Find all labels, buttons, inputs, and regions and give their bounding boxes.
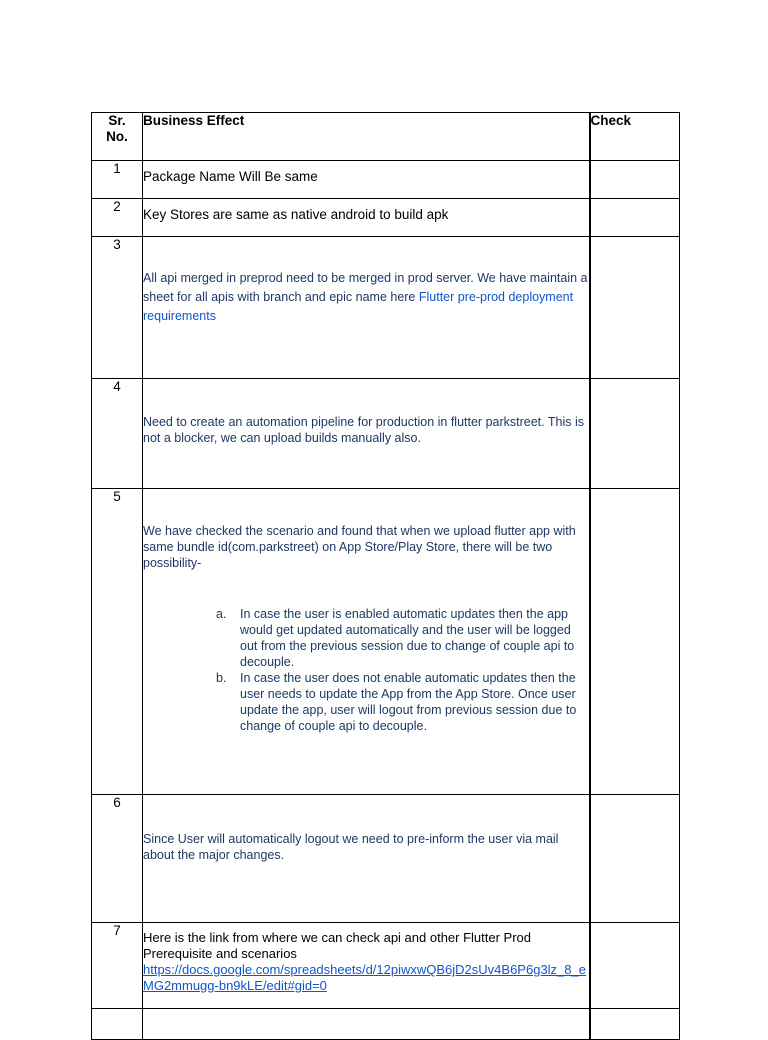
check-cell[interactable] bbox=[590, 923, 680, 1009]
table-row bbox=[92, 379, 680, 489]
header-sr-line2: No. bbox=[106, 129, 128, 144]
row-number bbox=[92, 1009, 143, 1040]
business-effect-table bbox=[91, 112, 680, 1040]
table-row bbox=[92, 489, 680, 795]
list-item-text: In case the user is enabled automatic updates then the app would get updated automatically and the user will be logged out from the previous session due to change of couple api to decouple. bbox=[240, 607, 575, 669]
spreadsheet-link[interactable]: https://docs.google.com/spreadsheets/d/12piwxwQB6jD2sUv4B6P6g3lz_8_eMG2mmugg-bn9kLE/edit#gid=0 bbox=[143, 962, 586, 993]
list-marker: a. bbox=[216, 607, 227, 621]
list-item-text: In case the user does not enable automatic updates then the user needs to update the App from the App Store. Once user update the app, user will logout from previous session due to change of couple api to decouple. bbox=[240, 671, 577, 733]
row-number: 2 bbox=[92, 199, 143, 237]
check-cell[interactable] bbox=[590, 795, 680, 923]
row-number: 6 bbox=[92, 795, 143, 923]
header-business-effect: Business Effect bbox=[143, 113, 590, 161]
row-text-content: All api merged in preprod need to be merged in prod server. We have maintain a sheet for all apis with branch and epic name here bbox=[143, 271, 588, 304]
list-item bbox=[216, 606, 589, 670]
check-cell[interactable] bbox=[590, 199, 680, 237]
row-text-content: We have checked the scenario and found that when we upload flutter app with same bundle id(com.parkstreet) on App Store/Play Store, there will be two possibility- bbox=[143, 524, 576, 570]
table-row bbox=[92, 199, 680, 237]
row-text-content: Here is the link from where we can check api and other Flutter Prod Prerequisite and scenarios bbox=[143, 930, 532, 961]
row-number: 3 bbox=[92, 237, 143, 379]
table-row bbox=[92, 923, 680, 1009]
check-cell[interactable] bbox=[590, 1009, 680, 1040]
row-text bbox=[143, 237, 590, 379]
row-text bbox=[143, 161, 590, 199]
row-text bbox=[143, 795, 590, 923]
table-header-row bbox=[92, 113, 680, 161]
row-number: 1 bbox=[92, 161, 143, 199]
row-text-content: Since User will automatically logout we need to pre-inform the user via mail about the major changes. bbox=[143, 832, 559, 862]
row-text bbox=[143, 379, 590, 489]
list-item bbox=[216, 670, 589, 734]
check-cell[interactable] bbox=[590, 489, 680, 795]
header-check: Check bbox=[590, 113, 680, 161]
header-sr-line1: Sr. bbox=[108, 113, 126, 128]
check-cell[interactable] bbox=[590, 161, 680, 199]
table-row bbox=[92, 161, 680, 199]
row-text bbox=[143, 489, 590, 795]
row-text-content: Need to create an automation pipeline for production in flutter parkstreet. This is not a blocker, we can upload builds manually also. bbox=[143, 415, 584, 445]
possibility-list bbox=[143, 606, 589, 734]
check-cell[interactable] bbox=[590, 379, 680, 489]
row-number: 7 bbox=[92, 923, 143, 1009]
preprod-requirements-link[interactable]: Flutter pre-prod deployment requirements bbox=[143, 290, 574, 323]
row-number: 5 bbox=[92, 489, 143, 795]
row-text bbox=[143, 923, 590, 1009]
table-row bbox=[92, 237, 680, 379]
check-cell[interactable] bbox=[590, 237, 680, 379]
header-sr-no bbox=[92, 113, 143, 161]
row-text-content: Package Name Will Be same bbox=[143, 169, 318, 184]
row-text bbox=[143, 1009, 590, 1040]
list-marker: b. bbox=[216, 671, 227, 685]
row-text bbox=[143, 199, 590, 237]
table-row bbox=[92, 795, 680, 923]
row-number: 4 bbox=[92, 379, 143, 489]
table-row bbox=[92, 1009, 680, 1040]
row-text-content: Key Stores are same as native android to build apk bbox=[143, 207, 449, 222]
